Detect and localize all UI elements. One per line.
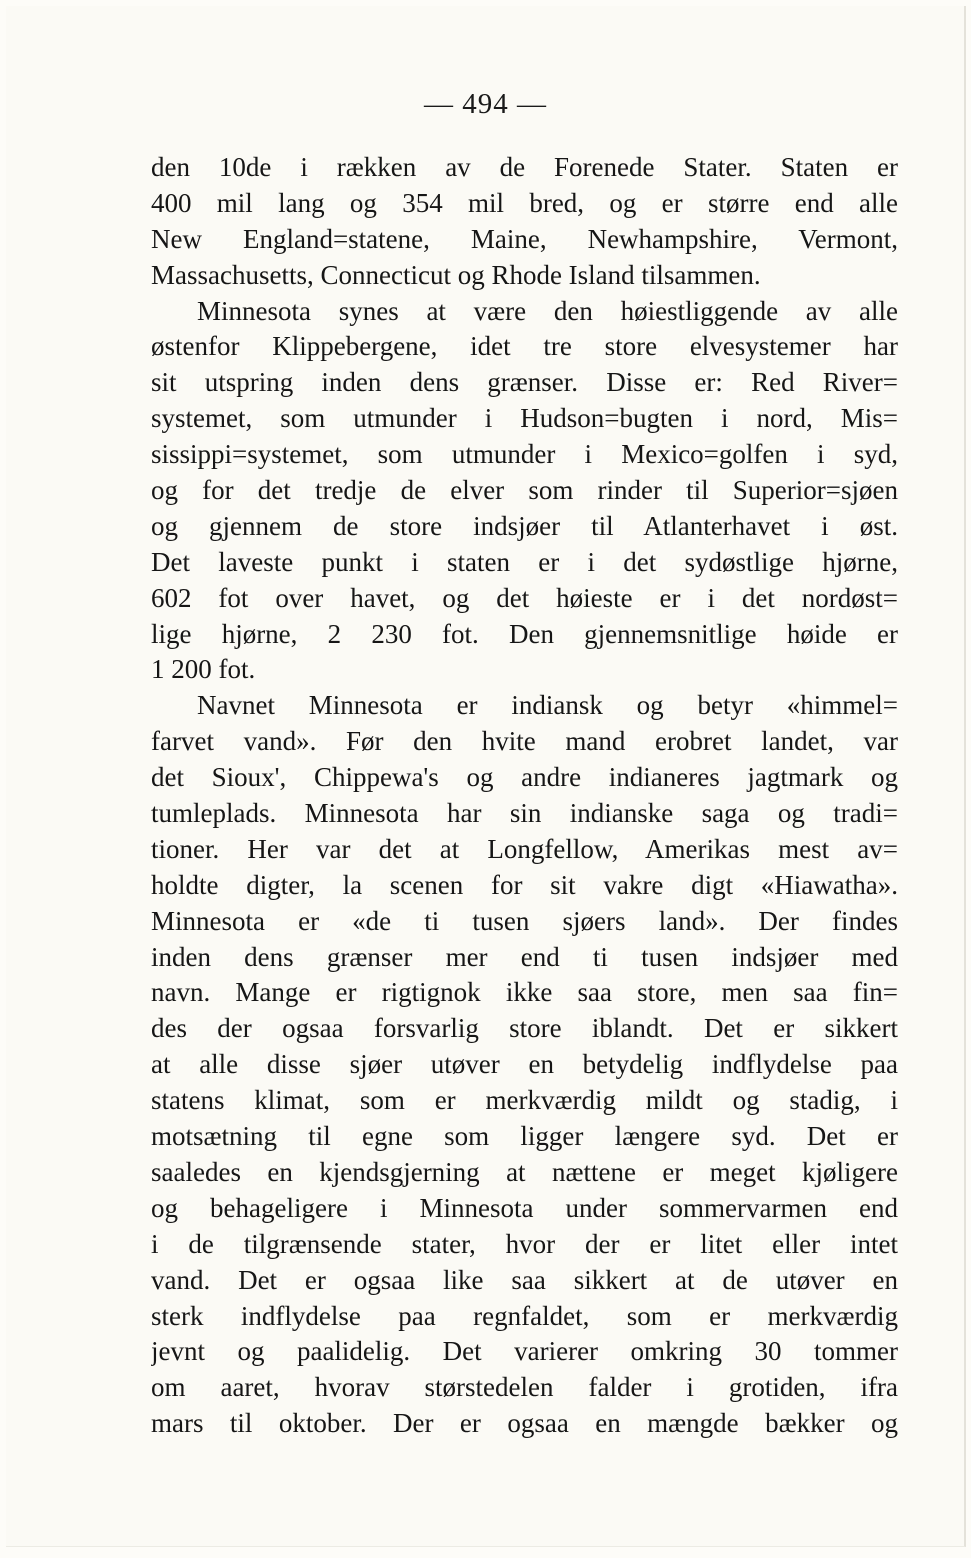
text-line: sit utspring inden dens grænser. Disse er: Red River= [151, 367, 898, 398]
text-line: og for det tredje de elver som rinder til Superior=sjøen [151, 475, 898, 506]
text-line: og gjennem de store indsjøer til Atlanterhavet i øst. [151, 510, 898, 541]
text-line: farvet vand». Før den hvite mand erobret landet, var [151, 726, 898, 757]
text-line: navn. Mange er rigtignok ikke saa store, men saa fin= [151, 977, 898, 1008]
text-line: Massachusetts, Connecticut og Rhode Island tilsammen. [151, 259, 761, 290]
text-line: Det laveste punkt i staten er i det sydøstlige hjørne, [151, 546, 898, 577]
text-line: i de tilgrænsende stater, hvor der er litet eller intet [151, 1228, 898, 1259]
text-line: sissippi=systemet, som utmunder i Mexico=golfen i syd, [151, 439, 898, 470]
text-line: inden dens grænser mer end ti tusen indsjøer med [151, 941, 898, 972]
text-line: at alle disse sjøer utøver en betydelig indflydelse paa [151, 1049, 898, 1080]
text-line: 1 200 fot. [151, 654, 256, 685]
text-line: tioner. Her var det at Longfellow, Amerikas mest av= [151, 833, 898, 864]
text-line: lige hjørne, 2 230 fot. Den gjennemsnitlige høide er [151, 618, 898, 649]
text-line: Minnesota er «de ti tusen sjøers land». Der findes [151, 905, 898, 936]
text-line: vand. Det er ogsaa like saa sikkert at de utøver en [151, 1264, 898, 1295]
text-line: systemet, som utmunder i Hudson=bugten i nord, Mis= [151, 403, 898, 434]
text-line: saaledes en kjendsgjerning at nættene er meget kjøligere [151, 1156, 898, 1187]
body-text [151, 150, 898, 1442]
text-line: den 10de i rækken av de Forenede Stater. Staten er [151, 152, 898, 182]
text-line: Navnet Minnesota er indiansk og betyr «himmel= [197, 690, 898, 721]
text-line: tumleplads. Minnesota har sin indianske saga og tradi= [151, 798, 898, 829]
text-line: des der ogsaa forsvarlig store iblandt. Det er sikkert [151, 1013, 898, 1044]
text-line: jevnt og paalidelig. Det varierer omkring 30 tommer [151, 1336, 898, 1367]
text-line: holdte digter, la scenen for sit vakre digt «Hiawatha». [151, 869, 898, 900]
text-line: sterk indflydelse paa regnfaldet, som er merkværdig [151, 1300, 898, 1331]
text-line: og behageligere i Minnesota under sommervarmen end [151, 1192, 898, 1223]
text-line: motsætning til egne som ligger længere syd. Det er [151, 1121, 898, 1152]
text-line: om aaret, hvorav størstedelen falder i grotiden, ifra [151, 1372, 898, 1403]
text-line: statens klimat, som er merkværdig mildt og stadig, i [151, 1085, 898, 1116]
text-line: 602 fot over havet, og det høieste er i det nordøst= [151, 582, 898, 613]
text-line: 400 mil lang og 354 mil bred, og er større end alle [151, 187, 898, 218]
text-line: Minnesota synes at være den høiestliggende av alle [197, 295, 898, 326]
text-line: det Sioux', Chippewa's og andre indianeres jagtmark og [151, 762, 898, 793]
page-number: — 494 — [424, 88, 547, 120]
text-line: østenfor Klippebergene, idet tre store elvesystemer har [151, 331, 898, 362]
text-line: New England=statene, Maine, Newhampshire, Vermont, [151, 223, 898, 254]
text-line: mars til oktober. Der er ogsaa en mængde bækker og [151, 1408, 898, 1439]
